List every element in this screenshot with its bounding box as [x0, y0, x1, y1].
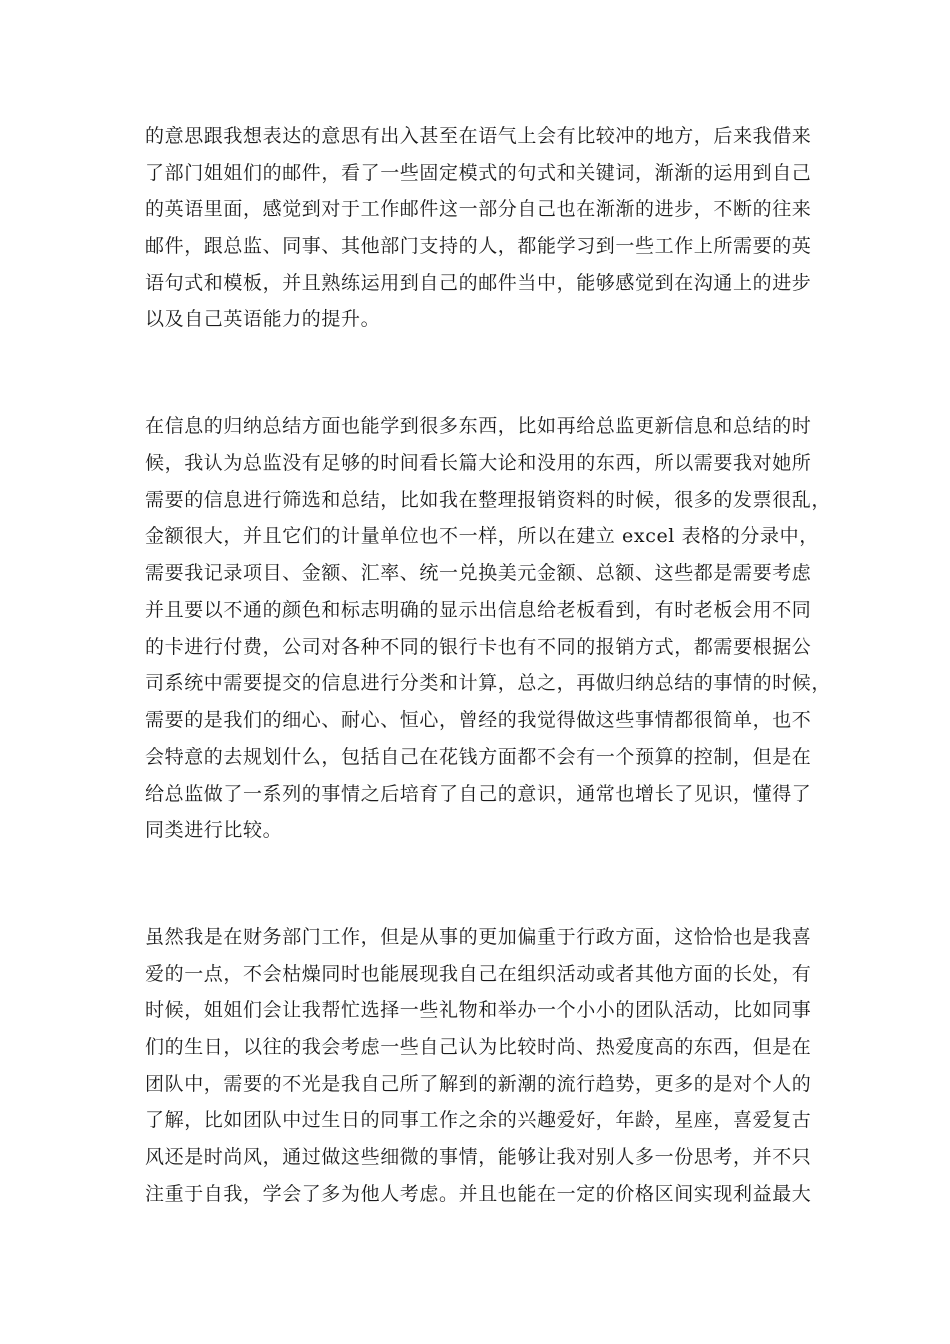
paragraph-2-line-10: 会特意的去规划什么，包括自己在花钱方面都不会有一个预算的控制，但是在	[145, 746, 812, 768]
paragraph-1-line-3: 的英语里面，感觉到对于工作邮件这一部分自己也在渐渐的进步，不断的往来	[145, 198, 812, 220]
paragraph-1-line-5: 语句式和模板，并且熟练运用到自己的邮件当中，能够感觉到在沟通上的进步	[145, 272, 812, 294]
paragraph-2-line-5: 需要我记录项目、金额、汇率、统一兑换美元金额、总额、这些都是需要考虑	[145, 562, 812, 584]
paragraph-3-line-4: 们的生日，以往的我会考虑一些自己认为比较时尚、热爱度高的东西，但是在	[145, 1036, 812, 1058]
paragraph-2-line-9: 需要的是我们的细心、耐心、恒心，曾经的我觉得做这些事情都很简单，也不	[145, 709, 812, 731]
paragraph-3-line-8: 注重于自我，学会了多为他人考虑。并且也能在一定的价格区间实现利益最大	[145, 1183, 812, 1205]
paragraph-2-line-3: 需要的信息进行筛选和总结，比如我在整理报销资料的时候，很多的发票很乱，	[145, 489, 832, 511]
paragraph-1-line-4: 邮件，跟总监、同事、其他部门支持的人，都能学习到一些工作上所需要的英	[145, 235, 812, 257]
paragraph-1-line-2: 了部门姐姐们的邮件，看了一些固定模式的句式和关键词，渐渐的运用到自己	[145, 162, 812, 184]
paragraph-3-line-5: 团队中，需要的不光是我自己所了解到的新潮的流行趋势，更多的是对个人的	[145, 1073, 812, 1095]
paragraph-2-line-6: 并且要以不通的颜色和标志明确的显示出信息给老板看到，有时老板会用不同	[145, 599, 812, 621]
paragraph-2-line-11: 给总监做了一系列的事情之后培育了自己的意识，通常也增长了见识，懂得了	[145, 783, 812, 805]
paragraph-3-line-6: 了解，比如团队中过生日的同事工作之余的兴趣爱好，年龄，星座，喜爱复古	[145, 1109, 812, 1131]
paragraph-1-line-1: 的意思跟我想表达的意思有出入甚至在语气上会有比较冲的地方，后来我借来	[145, 125, 812, 147]
paragraph-3-line-7: 风还是时尚风，通过做这些细微的事情，能够让我对别人多一份思考，并不只	[145, 1146, 812, 1168]
paragraph-2-line-7: 的卡进行付费，公司对各种不同的银行卡也有不同的报销方式，都需要根据公	[145, 636, 812, 658]
paragraph-2-line-4: 金额很大，并且它们的计量单位也不一样，所以在建立 excel 表格的分录中，	[145, 525, 819, 547]
paragraph-2-line-12: 同类进行比较。	[145, 819, 283, 841]
paragraph-2-line-8: 司系统中需要提交的信息进行分类和计算，总之，再做归纳总结的事情的时候，	[145, 672, 832, 694]
paragraph-2-line-1: 在信息的归纳总结方面也能学到很多东西，比如再给总监更新信息和总结的时	[145, 415, 812, 437]
paragraph-3-line-2: 爱的一点，不会枯燥同时也能展现我自己在组织活动或者其他方面的长处，有	[145, 963, 812, 985]
paragraph-3-line-1: 虽然我是在财务部门工作，但是从事的更加偏重于行政方面，这恰恰也是我喜	[145, 926, 812, 948]
paragraph-2-line-2: 候，我认为总监没有足够的时间看长篇大论和没用的东西，所以需要我对她所	[145, 452, 812, 474]
paragraph-3-line-3: 时候，姐姐们会让我帮忙选择一些礼物和举办一个小小的团队活动，比如同事	[145, 999, 812, 1021]
paragraph-1-line-6: 以及自己英语能力的提升。	[145, 308, 381, 330]
